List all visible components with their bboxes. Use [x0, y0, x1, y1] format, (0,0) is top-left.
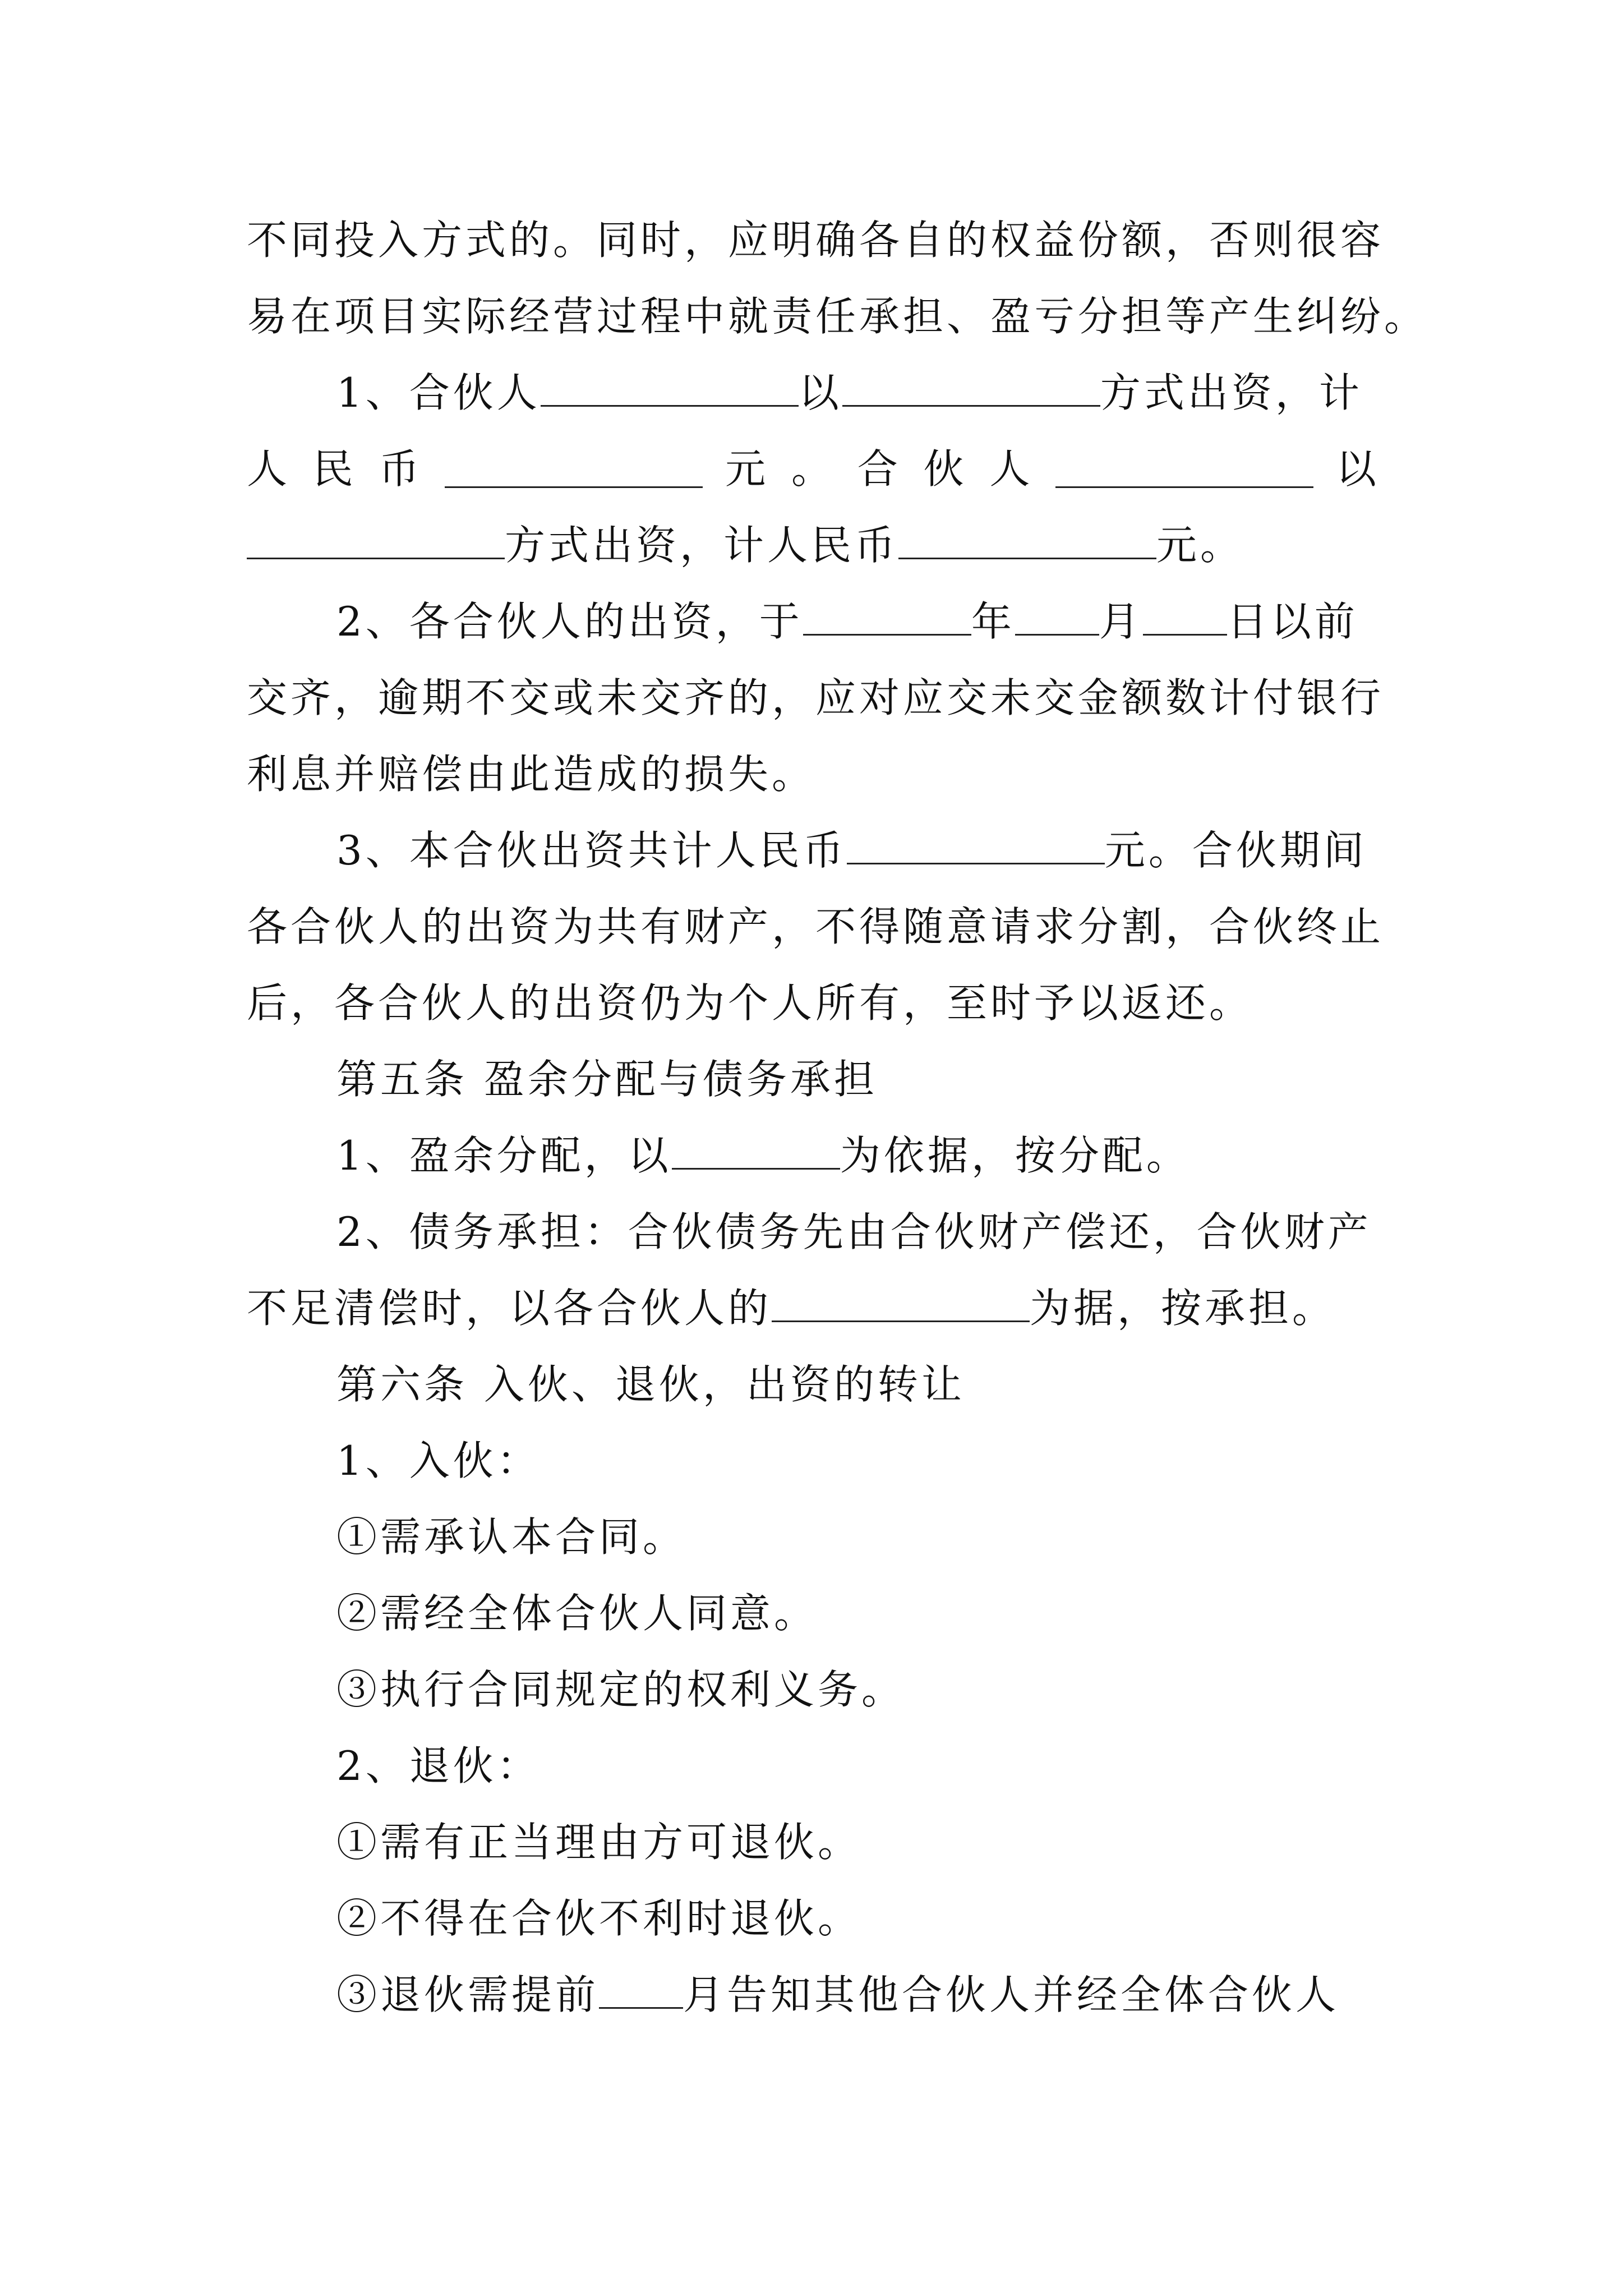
text-line-justified — [247, 431, 1380, 507]
char: 人 — [247, 445, 291, 493]
list-item: ②需经全体合伙人同意。 — [336, 1590, 818, 1637]
text-segment: 日以前 — [1227, 598, 1358, 645]
blank-month — [1015, 598, 1099, 636]
text-line-11: 后，各合伙人的出资仍为个人所有，至时予以返还。 — [247, 979, 1253, 1027]
char: 。 — [791, 445, 835, 493]
list-item — [247, 1957, 1380, 2033]
blank-contribution-method — [842, 369, 1100, 407]
char: 元 — [725, 445, 769, 493]
text-segment: 为据，按承担。 — [1030, 1285, 1336, 1332]
blank-year — [803, 598, 971, 636]
list-item: ①需有正当理由方可退伙。 — [336, 1819, 862, 1866]
blank-day — [1143, 598, 1227, 636]
text-segment: 年 — [971, 598, 1015, 645]
text-segment: 为依据，按分配。 — [840, 1132, 1190, 1179]
section-heading-5: 第五条 盈余分配与债务承担 — [336, 1056, 878, 1103]
blank-amount — [898, 522, 1156, 559]
blank-total-amount — [847, 827, 1105, 864]
text-line-10: 各合伙人的出资为共有财产，不得随意请求分割，合伙终止 — [247, 903, 1385, 950]
text-line-5 — [247, 507, 1380, 583]
char: 以 — [1335, 445, 1380, 493]
text-segment: 3、本合伙出资共计人民币 — [336, 827, 847, 874]
text-segment: 元。合伙期间 — [1104, 827, 1367, 874]
clause-total-contribution — [247, 812, 1380, 889]
clause-profit-distribution — [247, 1117, 1380, 1194]
contract-text — [247, 202, 1428, 2033]
text-segment: 不足清偿时，以各合伙人的 — [247, 1285, 772, 1332]
blank-amount — [445, 450, 703, 488]
text-segment: 元。 — [1156, 522, 1244, 569]
text-line-7: 交齐，逾期不交或未交齐的，应对应交未交金额数计付银行 — [247, 674, 1385, 721]
char: 人 — [989, 445, 1034, 493]
text-line-15 — [247, 1270, 1380, 1346]
blank-distribution-basis — [672, 1132, 840, 1170]
blank-partner-name — [541, 369, 799, 407]
clause-partner-contribution — [247, 355, 1380, 431]
text-segment: 方式出资，计人民币 — [505, 522, 899, 569]
blank-debt-basis — [772, 1285, 1030, 1322]
clause-contribution-deadline — [247, 583, 1380, 660]
text-segment: ③退伙需提前 — [336, 1971, 600, 2018]
blank-notice-months — [599, 1971, 683, 2009]
char: 伙 — [923, 445, 967, 493]
text-segment: 以 — [798, 369, 842, 416]
clause-debt-bearing: 2、债务承担：合伙债务先由合伙财产偿还，合伙财产 — [336, 1208, 1372, 1255]
text-segment: 方式出资，计 — [1100, 369, 1363, 416]
text-segment: 2、各合伙人的出资，于 — [336, 598, 803, 645]
text-line-8: 利息并赔偿由此造成的损失。 — [247, 751, 816, 798]
list-item: ①需承认本合同。 — [336, 1513, 687, 1561]
text-line-1: 不同投入方式的。同时，应明确各自的权益份额，否则很容 — [247, 217, 1385, 264]
text-segment: 1、盈余分配，以 — [336, 1132, 672, 1179]
text-segment: 月 — [1099, 598, 1143, 645]
blank-contribution-method — [247, 522, 505, 559]
blank-partner-name — [1055, 450, 1313, 488]
clause-admission: 1、入伙： — [336, 1437, 541, 1484]
list-item: ③执行合同规定的权利义务。 — [336, 1666, 906, 1713]
text-line-2: 易在项目实际经营过程中就责任承担、盈亏分担等产生纠纷。 — [247, 293, 1428, 340]
clause-withdrawal: 2、退伙： — [336, 1742, 541, 1789]
char: 合 — [857, 445, 901, 493]
char: 币 — [379, 445, 423, 493]
text-segment: 月告知其他合伙人并经全体合伙人 — [683, 1971, 1340, 2018]
text-segment: 1、合伙人 — [336, 369, 541, 416]
list-item: ②不得在合伙不利时退伙。 — [336, 1895, 862, 1942]
char: 民 — [312, 445, 357, 493]
section-heading-6: 第六条 入伙、退伙，出资的转让 — [336, 1361, 965, 1408]
